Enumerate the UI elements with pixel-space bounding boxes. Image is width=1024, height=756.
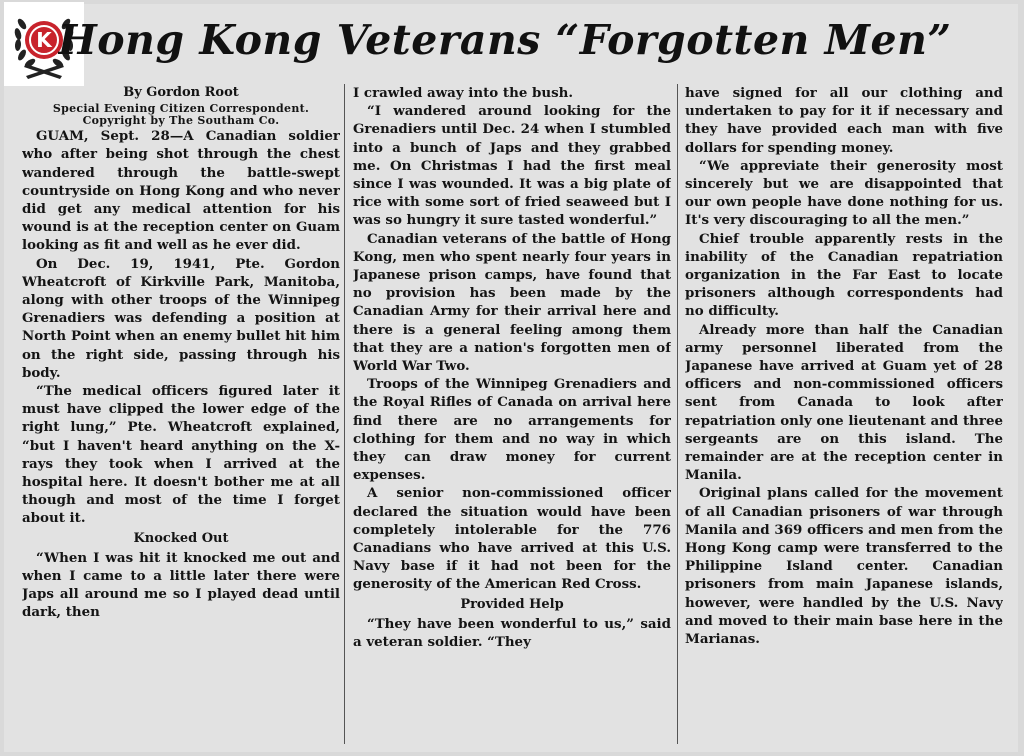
copyright-credit: Copyright by The Southam Co. [82,114,280,128]
paragraph: GUAM, Sept. 28—A Canadian soldier who after being shot through the chest wandered through the battle-swept countryside on Hong Kong and who never did get any medical attention for his wound is at the reception center on Guam looking as fit and well as he ever did. [22,128,340,254]
paragraph: “When I was hit it knocked me out and when I came to a little later there were Japs all around me so I played dead until dark, then [22,549,340,621]
svg-text:K: K [36,28,52,52]
column-divider [344,84,345,744]
paragraph: I crawled away into the bush. [353,85,574,101]
correspondent-credit: Special Evening Citizen Correspondent. [52,102,310,116]
subhead-provided-help: Provided Help [460,596,564,612]
paragraph: “The medical officers figured later it must have clipped the lower edge of the right lung,” Pte. Wheatcroft explained, “but I haven't heard anything on the X-rays they took when I arrived at the hospital here. It doesn't bother me at all though and most of the time I forget about it. [22,383,340,527]
article-column-2 [353,84,671,748]
paragraph: On Dec. 19, 1941, Pte. Gordon Wheatcroft of Kirkville Park, Manitoba, along with other troops of the Winnipeg Grenadiers was defending a position at North Point when an enemy bullet hit him on the right side, passing through his body. [22,255,340,381]
paragraph: “We appreviate their generosity most sincerely but we are disappointed that our own people have done nothing for us. It's very discouraging to all the men.” [685,157,1003,229]
paragraph: “I wandered around looking for the Grenadiers until Dec. 24 when I stumbled into a bunch of Japs and they grabbed me. On Christmas I had the first meal since I was wounded. It was a big plate of rice with some sort of fried seaweed but I was so hungry it sure tasted wonderful.” [353,103,671,229]
paragraph: “They have been wonderful to us,” said a veteran soldier. “They [353,615,671,651]
paragraph: A senior non-commissioned officer declared the situation would have been completely intolerable for the 776 Canadians who have arrived at this U.S. Navy base if it had not been for the generosity of the American Red Cross. [353,485,671,593]
paragraph: Canadian veterans of the battle of Hong Kong, men who spent nearly four years in Japanese prison camps, have found that no provision has been made by the Canadian Army for their arrival here and there is a general feeling among them that they are a nation's forgotten men of World War Two. [353,230,671,375]
article-column-1 [22,84,340,748]
column-divider [677,84,678,744]
paragraph: Original plans called for the movement of all Canadian prisoners of war through Manila and 369 officers and men from the Hong Kong camp were transferred to the Philippine Island center. Canadian prisoners from main Japanese islands, however, were handled by the U.S. Navy and moved to their main base here in the Marianas. [685,485,1003,648]
subhead-knocked-out: Knocked Out [133,530,229,546]
paragraph: Chief trouble apparently rests in the inability of the Canadian repatriation organization in the Far East to locate prisoners although correspondents had no difficulty. [685,230,1003,320]
paragraph: Troops of the Winnipeg Grenadiers and the Royal Rifles of Canada on arrival here find there are no arrangements for clothing for them and no way in which they can draw money for current expenses. [353,376,671,484]
headline: Hong Kong Veterans “Forgotten Men” [58,16,952,64]
article-column-3 [685,84,1003,748]
byline: By Gordon Root [123,85,239,100]
paragraph: have signed for all our clothing and undertaken to pay for it if necessary and they have provided each man with five dollars for spending money. [685,85,1003,156]
paragraph: Already more than half the Canadian army personnel liberated from the Japanese have arrived at Guam yet of 28 officers and non-commissioned officers sent from Canada to look after repatriation only one lieutenant and three sergeants are on this island. The remainder are at the reception center in Manila. [685,321,1003,484]
